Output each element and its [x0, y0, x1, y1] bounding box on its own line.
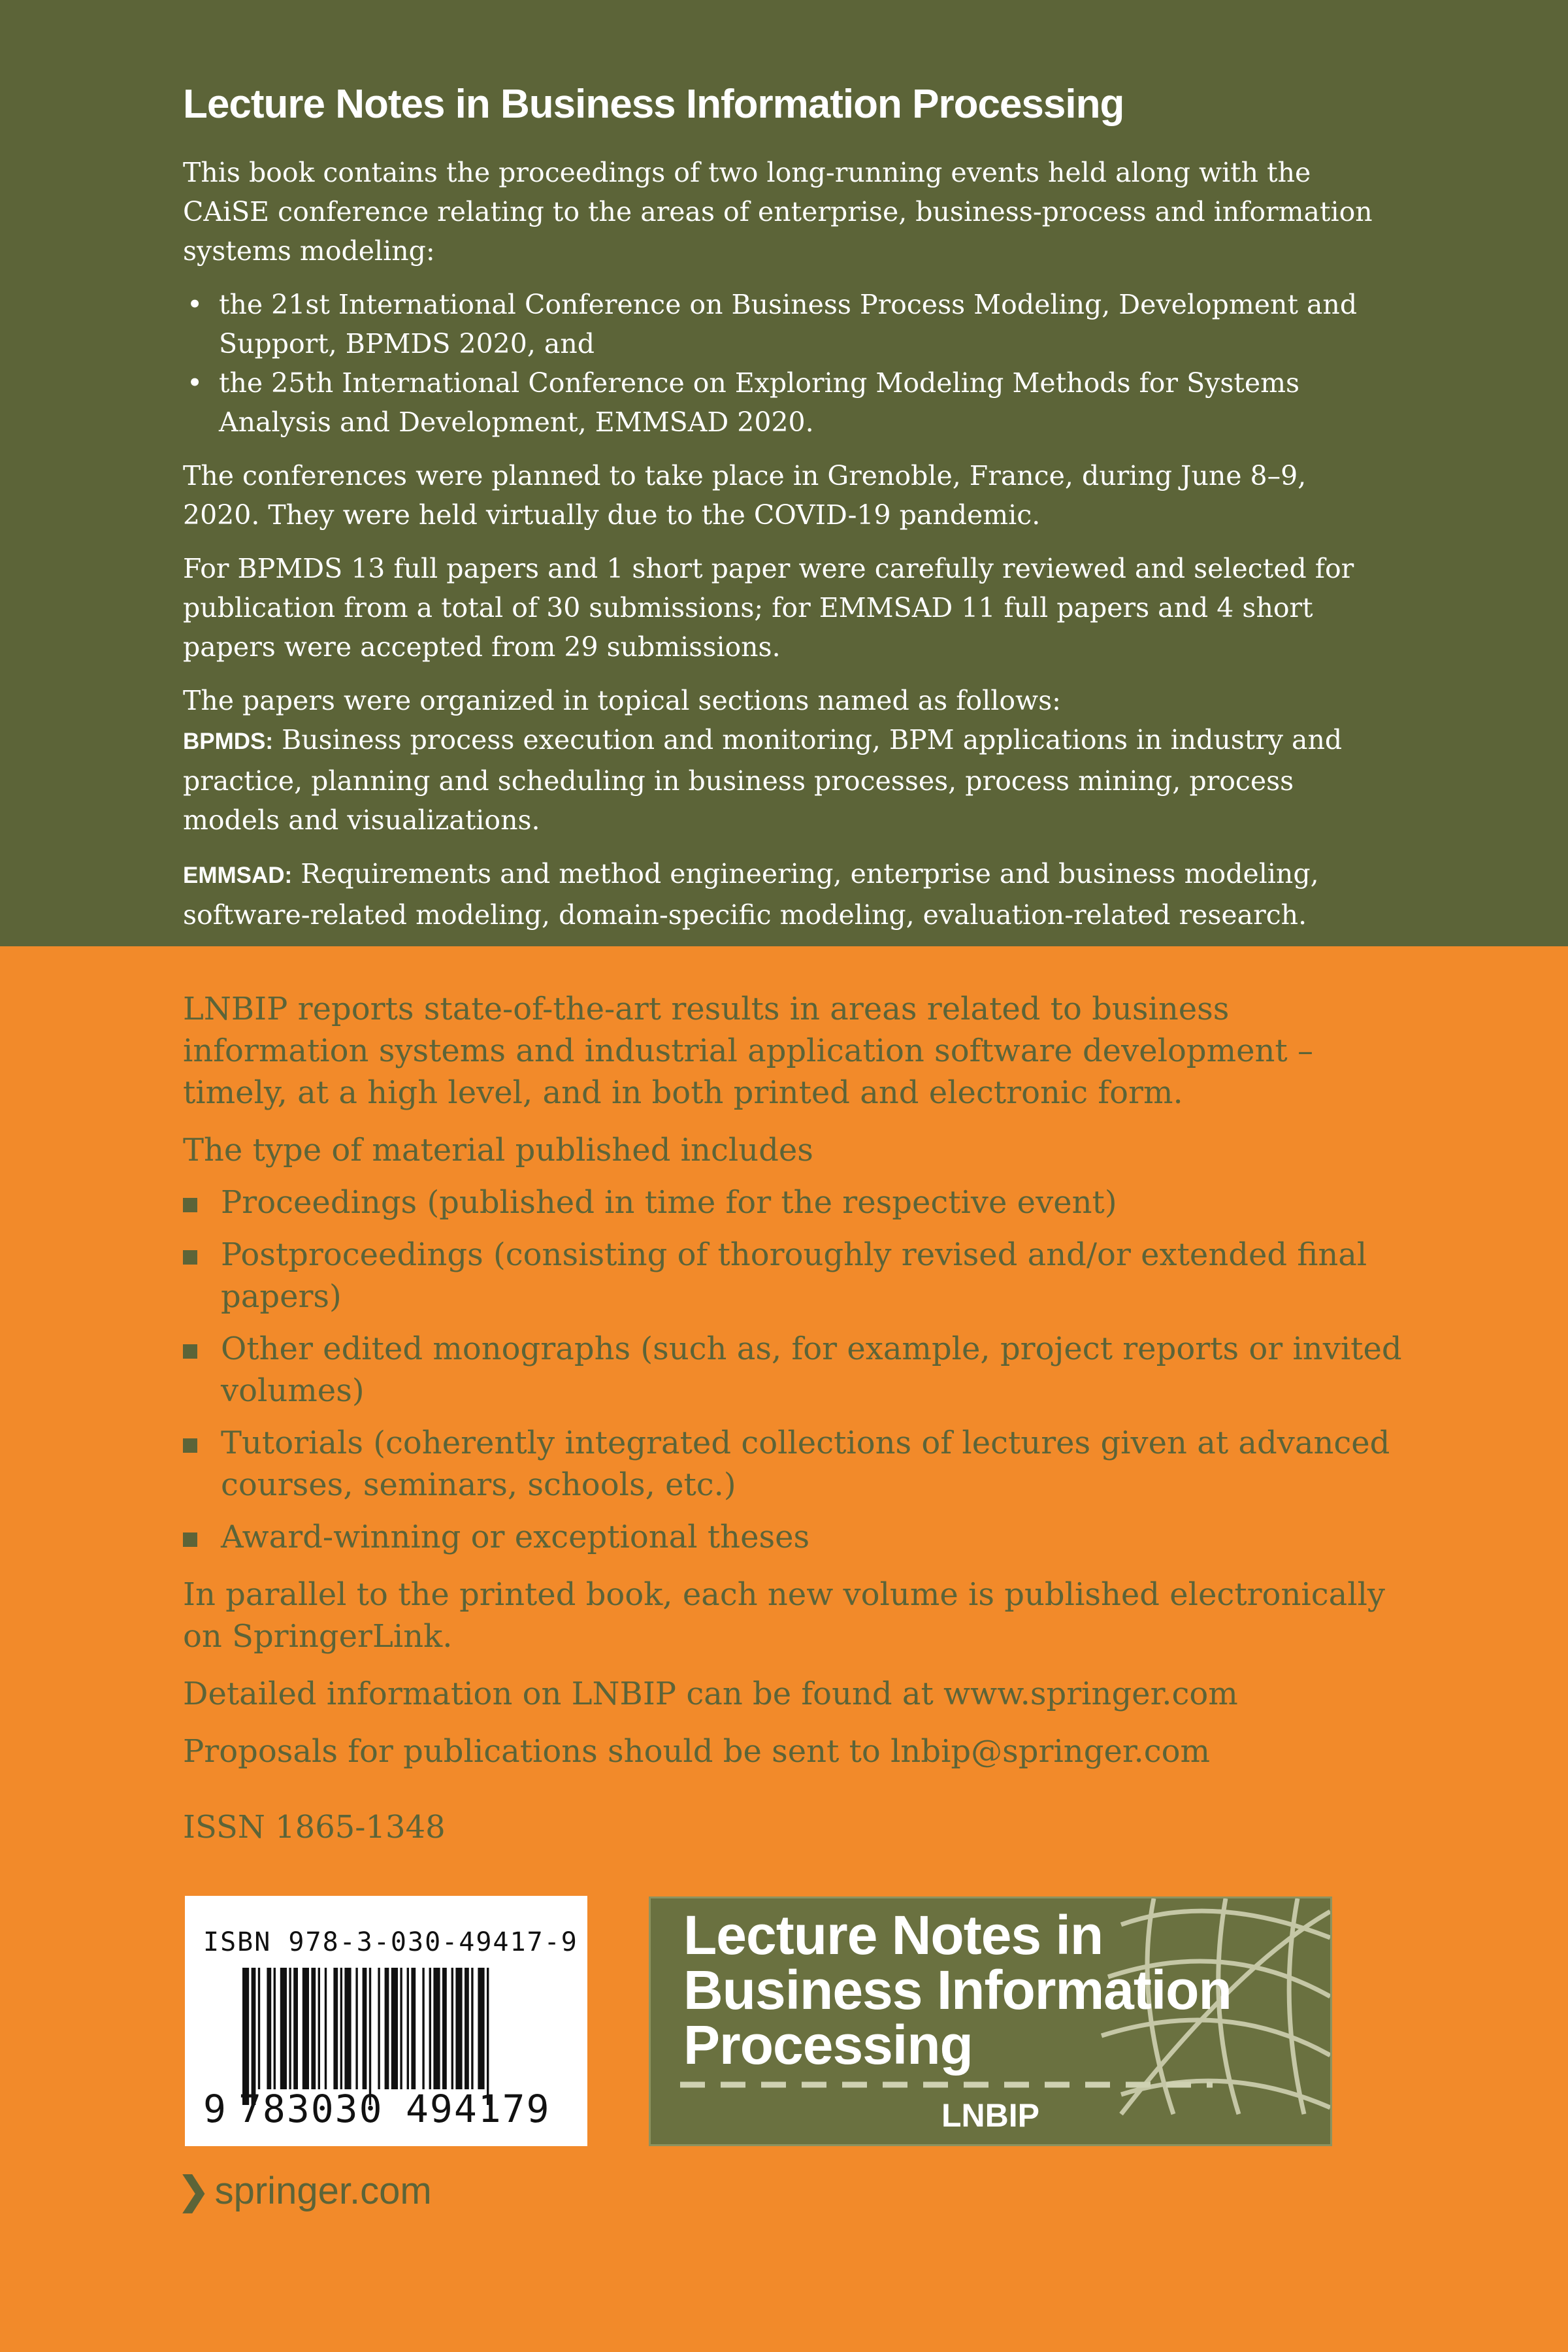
bpmds-label: BPMDS:: [183, 729, 274, 754]
sections-intro: The papers were organized in topical sections named as follows:: [183, 685, 1061, 716]
barcode-bar: [325, 1968, 327, 2089]
barcode-bars: [242, 1968, 489, 2105]
square-bullet-icon: [183, 1344, 197, 1359]
springer-link-text: springer.com: [214, 2170, 432, 2212]
barcode-bar: [471, 1968, 473, 2089]
barcode-digits-right: 494179: [406, 2087, 551, 2131]
barcode-bar: [391, 1968, 398, 2089]
barcode-bar: [252, 1968, 256, 2105]
barcode-bar: [318, 1968, 320, 2089]
barcode-digits-left: 783030: [238, 2087, 384, 2131]
barcode-icon: [185, 1896, 587, 2146]
location-paragraph: The conferences were planned to take place in Grenoble, France, during June 8–9, 2020. They were held virtually due to the COVID-19 pandemic.: [183, 460, 1307, 531]
barcode-bar: [411, 1968, 416, 2089]
issn-text: ISSN 1865-1348: [183, 1809, 446, 1846]
lnbip-description: LNBIP reports state-of-the-art results in areas related to business information systems and industrial application software development – timely, at a high level, and in both printed and electronic form.: [183, 991, 1313, 1111]
barcode-bar: [478, 1968, 484, 2089]
sections-paragraph: [183, 681, 1379, 840]
barcode-bar: [433, 1968, 440, 2089]
series-text: [183, 988, 1405, 1864]
springer-link[interactable]: [178, 2168, 432, 2213]
summary-text: [183, 153, 1379, 949]
square-bullet-icon: [183, 1532, 197, 1547]
barcode-bar: [311, 1968, 316, 2089]
barcode-bar: [422, 1968, 424, 2089]
square-bullet-icon: [183, 1250, 197, 1265]
barcode-bar: [455, 1968, 462, 2089]
emmsad-text: Requirements and method engineering, enterprise and business modeling, software-related modeling, domain-specific modeling, evaluation-related research.: [183, 858, 1319, 931]
barcode-bar: [333, 1968, 338, 2089]
intro-paragraph: This book contains the proceedings of two long-running events held along with the CAiSE conference relating to the areas of enterprise, business-process and information systems modeling:: [183, 157, 1373, 267]
bpmds-text: Business process execution and monitoring, BPM applications in industry and practice, planning and scheduling in business processes, process mining, process models and visualizations.: [183, 724, 1343, 836]
barcode-bar: [274, 1968, 276, 2089]
barcode-bar: [302, 1968, 309, 2089]
barcode-bar: [429, 1968, 431, 2089]
event-item: • the 25th International Conference on Exploring Modeling Methods for Systems Analysis and Development, EMMSAD 2020.: [183, 363, 1379, 442]
material-item: Tutorials (coherently integrated collections of lectures given at advanced courses, seminars, schools, etc.): [183, 1422, 1405, 1506]
logo-abbreviation: LNBIP: [941, 2097, 1039, 2134]
barcode-bar: [344, 1968, 351, 2089]
material-intro: The type of material published includes: [183, 1132, 813, 1168]
barcode-label: [185, 1896, 587, 2146]
material-item: Award-winning or exceptional theses: [183, 1516, 1405, 1558]
barcode-bar: [465, 1968, 469, 2089]
emmsad-paragraph: [183, 854, 1379, 935]
emmsad-label: EMMSAD:: [183, 863, 293, 888]
barcode-bar: [267, 1968, 271, 2089]
barcode-bar: [369, 1968, 371, 2105]
chevron-right-icon: ❯: [178, 2170, 210, 2212]
summary-panel: [0, 0, 1568, 946]
barcode-digit-first: 9: [203, 2087, 226, 2131]
material-item: Postproceedings (consisting of thoroughly revised and/or extended final papers): [183, 1234, 1405, 1317]
series-title: Lecture Notes in Business Information Processing: [183, 82, 1124, 127]
material-item: Other edited monographs (such as, for example, project reports or invited volumes): [183, 1328, 1405, 1412]
barcode-bar: [363, 1968, 367, 2089]
square-bullet-icon: [183, 1438, 197, 1453]
electronic-paragraph: In parallel to the printed book, each new volume is published electronically on SpringerLink.: [183, 1576, 1386, 1655]
barcode-bar: [280, 1968, 287, 2089]
barcode-bar: [378, 1968, 380, 2089]
events-list: [183, 285, 1379, 442]
barcode-bar: [487, 1968, 489, 2105]
proposals-paragraph: Proposals for publications should be sent to lnbip@springer.com: [183, 1733, 1211, 1770]
isbn-text: ISBN 978-3-030-49417-9: [203, 1927, 578, 1957]
barcode-bar: [442, 1968, 447, 2089]
bullet-icon: •: [187, 289, 203, 320]
barcode-bar: [355, 1968, 357, 2089]
barcode-bar: [242, 1968, 249, 2105]
barcode-bar: [407, 1968, 409, 2089]
barcode-bar: [400, 1968, 402, 2089]
event-item: • the 21st International Conference on Business Process Modeling, Development and Support, BPMDS 2020, and: [183, 285, 1379, 363]
barcode-bar: [340, 1968, 342, 2089]
barcode-bar: [258, 1968, 260, 2089]
info-paragraph: Detailed information on LNBIP can be found at www.springer.com: [183, 1676, 1238, 1712]
bullet-icon: •: [187, 367, 203, 399]
barcode-bar: [289, 1968, 291, 2089]
materials-list: [183, 1182, 1405, 1558]
lnbip-logo: [649, 1897, 1332, 2146]
barcode-bar: [385, 1968, 389, 2089]
logo-title: Lecture Notes in Business Information Processing: [683, 1904, 1232, 2076]
barcode-bar: [451, 1968, 453, 2089]
material-item: Proceedings (published in time for the respective event): [183, 1182, 1405, 1223]
square-bullet-icon: [183, 1198, 197, 1212]
barcode-bar: [293, 1968, 298, 2089]
stats-paragraph: For BPMDS 13 full papers and 1 short paper were carefully reviewed and selected for publication from a total of 30 submissions; for EMMSAD 11 full papers and 4 short papers were accepted from 29 submissions.: [183, 553, 1354, 663]
